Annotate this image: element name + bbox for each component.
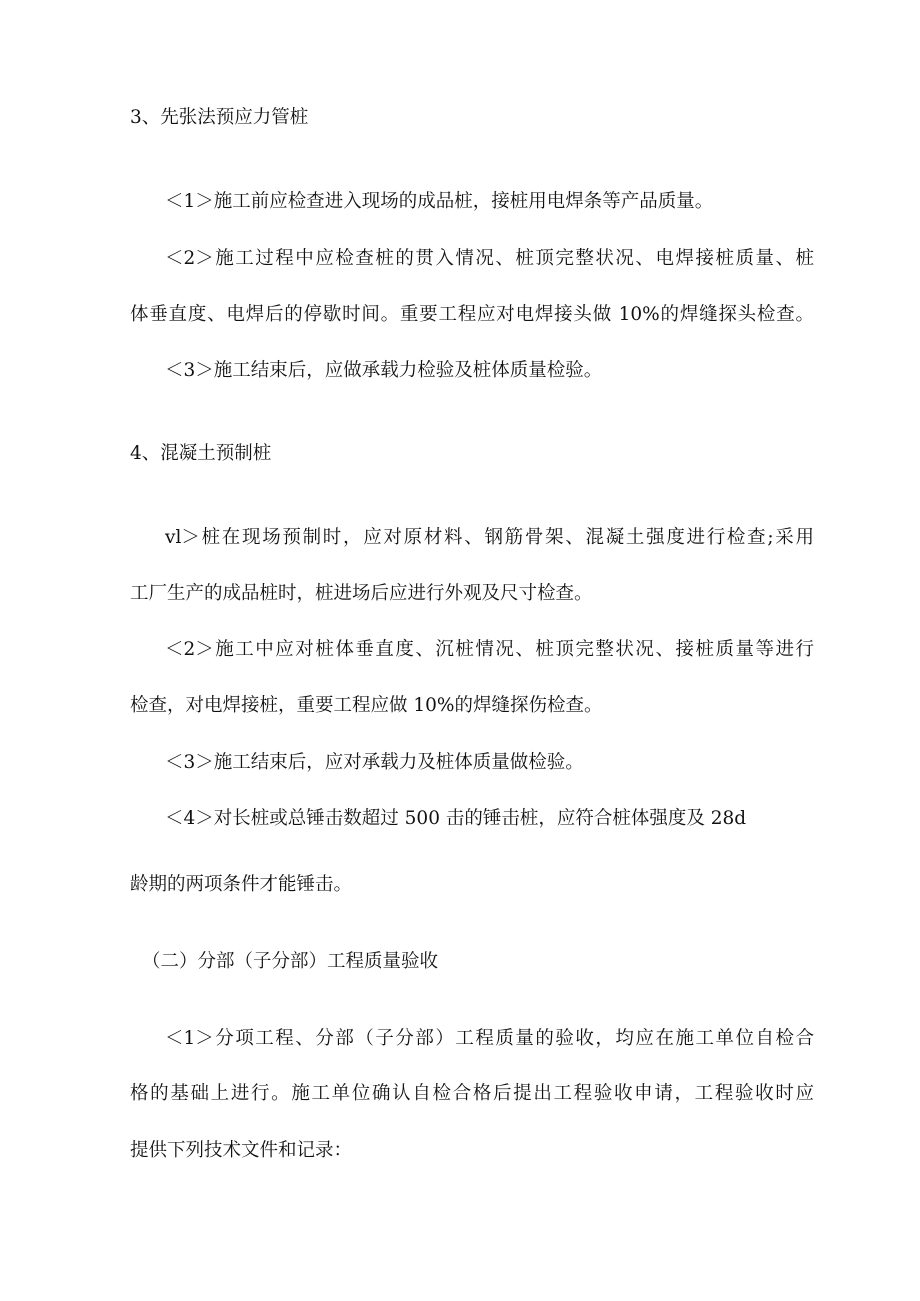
paragraph-line: ＜2＞施工过程中应检查桩的贯入情况、桩顶完整状况、电焊接桩质量、桩: [165, 248, 814, 269]
paragraph-line: 工厂生产的成品桩时，桩进场后应进行外观及尺寸检查。: [130, 583, 593, 604]
section-heading: （二）分部（子分部）工程质量验收: [142, 951, 439, 972]
paragraph-line: 提供下列技术文件和记录：: [130, 1140, 353, 1161]
paragraph-line: 龄期的两项条件才能锤击。: [130, 874, 353, 895]
paragraph-line: ＜1＞施工前应检查进入现场的成品桩，接桩用电焊条等产品质量。: [165, 191, 714, 212]
paragraph-line: 检查，对电焊接桩，重要工程应做 10%的焊缝探伤检查。: [130, 695, 603, 716]
paragraph-line: 格的基础上进行。施工单位确认自检合格后提出工程验收申请，工程验收时应: [130, 1083, 814, 1104]
section-heading: 3、先张法预应力管桩: [130, 107, 309, 128]
paragraph-line: ＜4＞对长桩或总锤击数超过 500 击的锤击桩，应符合桩体强度及 28d: [165, 808, 747, 829]
paragraph-line: ＜1＞分项工程、分部（子分部）工程质量的验收，均应在施工单位自检合: [165, 1028, 814, 1049]
paragraph-line: vl＞桩在现场预制时，应对原材料、钢筋骨架、混凝土强度进行检查;采用: [165, 527, 814, 548]
paragraph-line: ＜3＞施工结束后，应对承载力及桩体质量做检验。: [165, 752, 584, 773]
section-heading: 4、混凝土预制桩: [130, 443, 272, 464]
paragraph-line: 体垂直度、电焊后的停歇时间。重要工程应对电焊接头做 10%的焊缝探头检查。: [130, 304, 814, 325]
paragraph-line: ＜2＞施工中应对桩体垂直度、沉桩情况、桩顶完整状况、接桩质量等进行: [165, 639, 814, 660]
paragraph-line: ＜3＞施工结束后，应做承载力检验及桩体质量检验。: [165, 360, 603, 381]
